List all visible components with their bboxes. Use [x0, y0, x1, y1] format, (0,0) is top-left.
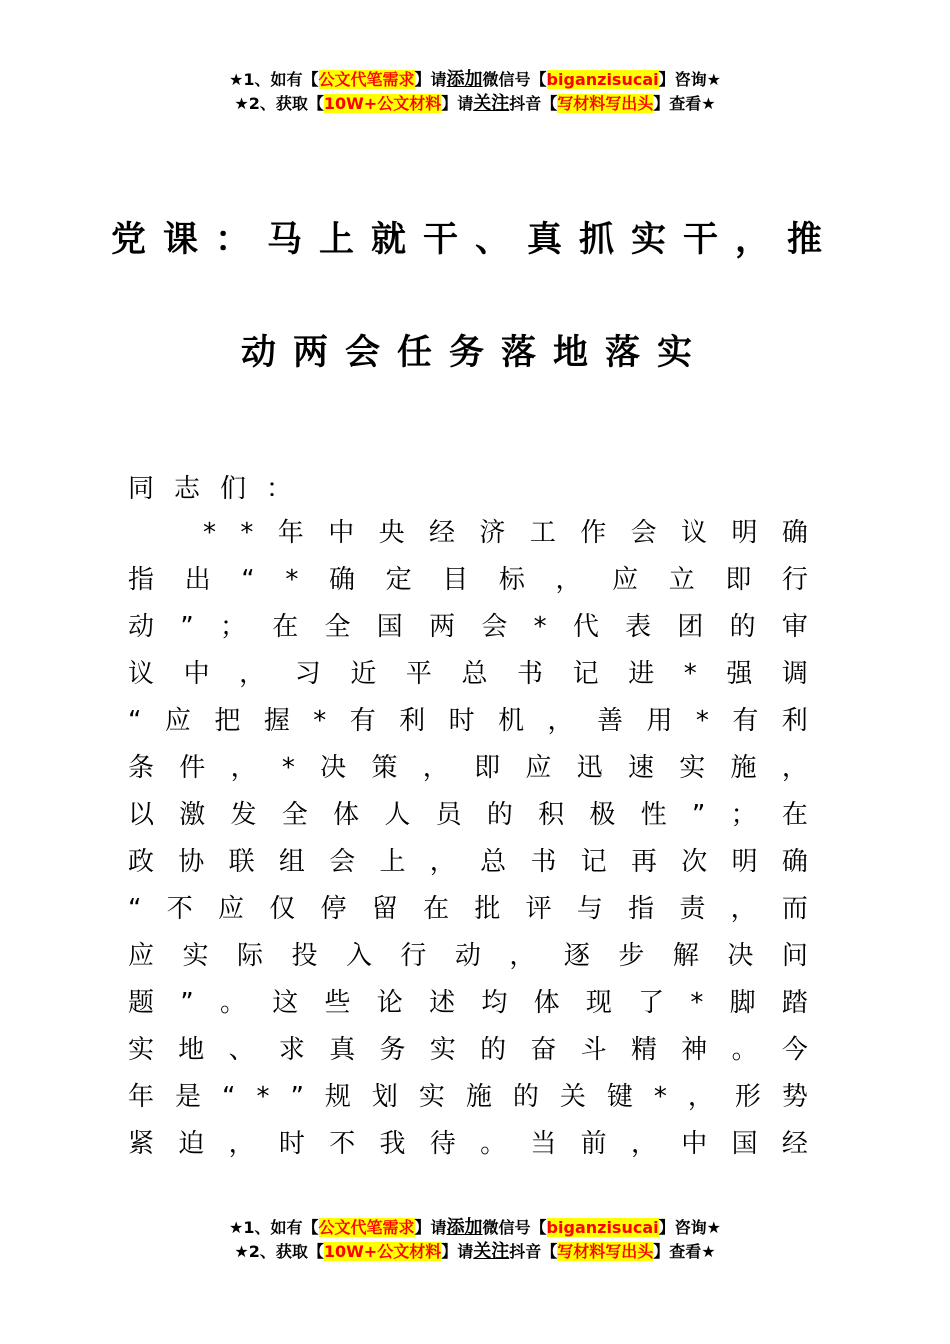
banner-text: 微信号【: [482, 1218, 547, 1237]
banner-underlined: 添加: [446, 1217, 483, 1238]
banner-text: 】请: [441, 94, 474, 113]
paragraph-line: 以 激 发 全 体 人 员 的 积 极 性 ” ； 在: [128, 800, 808, 830]
banner-text: 抖音【: [509, 94, 558, 113]
paragraph-line: 条 件 ， * 决 策 ， 即 应 迅 速 实 施 ，: [128, 753, 808, 783]
document-title-line-2: 动两会任务落地落实: [240, 333, 709, 373]
banner-text: 抖音【: [509, 1242, 558, 1261]
banner-underlined: 关注: [473, 93, 510, 114]
body-paragraph: [128, 510, 808, 1168]
banner-highlight: 公文代笔需求: [318, 70, 415, 89]
banner-highlight: 10W+公文材料: [323, 94, 442, 113]
banner-text: 】查看★: [653, 1242, 716, 1261]
banner-text: ★2、获取【: [234, 1242, 324, 1261]
banner-highlight: biganzisucai: [546, 1218, 659, 1237]
paragraph-line: 指 出 “ * 确 定 目 标 ， 应 立 即 行: [128, 565, 808, 595]
document-title-line-1: 党课：马上就干、真抓实干，推: [110, 220, 839, 260]
paragraph-line: * * 年 中 央 经 济 工 作 会 议 明 确: [203, 518, 808, 548]
header-banner: [0, 68, 950, 116]
banner-line-1: [0, 1216, 950, 1240]
paragraph-line: 政 协 联 组 会 上 ， 总 书 记 再 次 明 确: [128, 847, 808, 877]
banner-highlight: 写材料写出头: [557, 1242, 654, 1261]
paragraph-line: “ 不 应 仅 停 留 在 批 评 与 指 责 ， 而: [128, 894, 808, 924]
banner-line-2: [0, 1240, 950, 1264]
banner-highlight: 10W+公文材料: [323, 1242, 442, 1261]
banner-text: ★1、如有【: [229, 1218, 319, 1237]
banner-line-2: [0, 92, 950, 116]
banner-text: 】查看★: [653, 94, 716, 113]
banner-text: 】咨询★: [658, 1218, 721, 1237]
banner-highlight: biganzisucai: [546, 70, 659, 89]
banner-text: 】咨询★: [658, 70, 721, 89]
banner-text: 】请: [441, 1242, 474, 1261]
banner-text: 】请: [414, 70, 447, 89]
banner-text: ★1、如有【: [229, 70, 319, 89]
banner-line-1: [0, 68, 950, 92]
paragraph-line: 年 是 “ * ” 规 划 实 施 的 关 键 * ， 形 势: [128, 1082, 808, 1112]
banner-underlined: 关注: [473, 1241, 510, 1262]
banner-text: 微信号【: [482, 70, 547, 89]
banner-highlight: 写材料写出头: [557, 94, 654, 113]
greeting: 同志们：: [128, 474, 313, 504]
paragraph-line: 议 中 ， 习 近 平 总 书 记 进 * 强 调: [128, 659, 808, 689]
paragraph-line: 实 地 、 求 真 务 实 的 奋 斗 精 神 。 今: [128, 1035, 808, 1065]
banner-underlined: 添加: [446, 69, 483, 90]
paragraph-line: 题 ” 。 这 些 论 述 均 体 现 了 * 脚 踏: [128, 988, 808, 1018]
banner-text: ★2、获取【: [234, 94, 324, 113]
banner-text: 】请: [414, 1218, 447, 1237]
footer-banner: [0, 1216, 950, 1264]
paragraph-line: 紧 迫 ， 时 不 我 待 。 当 前 ， 中 国 经: [128, 1129, 808, 1159]
banner-highlight: 公文代笔需求: [318, 1218, 415, 1237]
paragraph-line: “ 应 把 握 * 有 利 时 机 ， 善 用 * 有 利: [128, 706, 808, 736]
paragraph-line: 应 实 际 投 入 行 动 ， 逐 步 解 决 问: [128, 941, 808, 971]
paragraph-line: 动 ” ； 在 全 国 两 会 * 代 表 团 的 审: [128, 612, 808, 642]
